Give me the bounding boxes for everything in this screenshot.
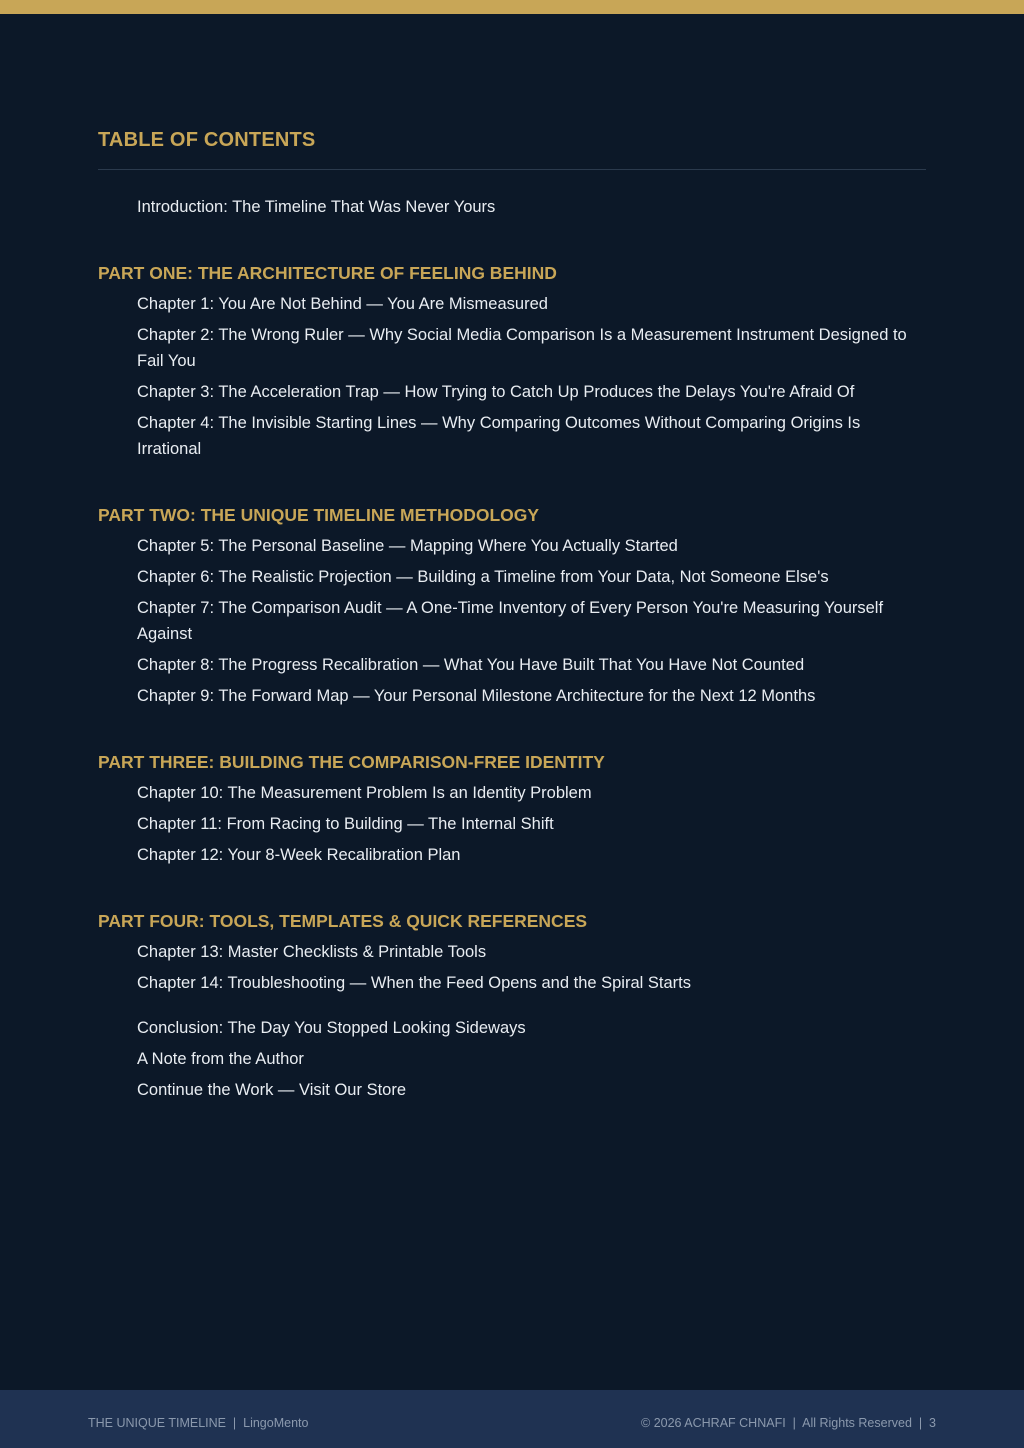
toc-entry-author-note[interactable]: A Note from the Author bbox=[137, 1050, 304, 1068]
toc-entry-chapter[interactable]: Chapter 6: The Realistic Projection — Building a Timeline from Your Data, Not Someone Else's bbox=[137, 568, 829, 586]
toc-entry-chapter[interactable]: Chapter 13: Master Checklists & Printable Tools bbox=[137, 943, 487, 961]
part-heading[interactable]: PART THREE: BUILDING THE COMPARISON-FREE IDENTITY bbox=[98, 752, 605, 772]
part-three-block bbox=[98, 749, 926, 868]
toc-entry-chapter[interactable]: Chapter 14: Troubleshooting — When the Feed Opens and the Spiral Starts bbox=[137, 974, 691, 992]
toc-entry-chapter[interactable]: Chapter 9: The Forward Map — Your Personal Milestone Architecture for the Next 12 Months bbox=[137, 687, 816, 705]
toc-entry-chapter[interactable]: Chapter 1: You Are Not Behind — You Are Mismeasured bbox=[137, 295, 548, 313]
page-footer bbox=[0, 1390, 1024, 1448]
toc-title: TABLE OF CONTENTS bbox=[98, 129, 316, 151]
toc-entry-chapter[interactable]: Chapter 5: The Personal Baseline — Mapping Where You Actually Started bbox=[137, 537, 678, 555]
part-heading[interactable]: PART ONE: THE ARCHITECTURE OF FEELING BEHIND bbox=[98, 263, 557, 283]
toc-entry-conclusion[interactable]: Conclusion: The Day You Stopped Looking Sideways bbox=[137, 1019, 526, 1037]
end-matter-block bbox=[98, 1015, 926, 1103]
part-four-block bbox=[98, 908, 926, 996]
footer-book-title: THE UNIQUE TIMELINE | LingoMento bbox=[88, 1416, 309, 1430]
part-heading[interactable]: PART FOUR: TOOLS, TEMPLATES & QUICK REFERENCES bbox=[98, 911, 588, 931]
toc-entry-chapter[interactable]: Chapter 4: The Invisible Starting Lines — Why Comparing Outcomes Without Comparing Origins Is Irrational bbox=[137, 414, 861, 458]
top-accent-bar bbox=[0, 0, 1024, 14]
part-heading[interactable]: PART TWO: THE UNIQUE TIMELINE METHODOLOGY bbox=[98, 505, 540, 525]
toc-entry-chapter[interactable]: Chapter 12: Your 8-Week Recalibration Plan bbox=[137, 846, 461, 864]
toc-entry-chapter[interactable]: Chapter 3: The Acceleration Trap — How Trying to Catch Up Produces the Delays You're Afraid Of bbox=[137, 383, 855, 401]
toc-content bbox=[98, 126, 926, 1108]
title-divider bbox=[98, 169, 926, 170]
toc-entry-chapter[interactable]: Chapter 8: The Progress Recalibration — What You Have Built That You Have Not Counted bbox=[137, 656, 805, 674]
part-two-block bbox=[98, 502, 926, 709]
toc-entry-chapter[interactable]: Chapter 7: The Comparison Audit — A One-Time Inventory of Every Person You're Measuring Yourself Against bbox=[137, 599, 884, 643]
toc-entry-chapter[interactable]: Chapter 2: The Wrong Ruler — Why Social Media Comparison Is a Measurement Instrument Designed to Fail You bbox=[137, 326, 907, 370]
toc-entry-store-link[interactable]: Continue the Work — Visit Our Store bbox=[137, 1081, 407, 1099]
footer-copyright: © 2026 ACHRAF CHNAFI | All Rights Reserved | 3 bbox=[641, 1416, 936, 1430]
toc-entry-chapter[interactable]: Chapter 10: The Measurement Problem Is an Identity Problem bbox=[137, 784, 592, 802]
part-one-block bbox=[98, 260, 926, 462]
toc-entry-introduction[interactable]: Introduction: The Timeline That Was Never Yours bbox=[137, 198, 496, 216]
toc-entry-chapter[interactable]: Chapter 11: From Racing to Building — The Internal Shift bbox=[137, 815, 554, 833]
